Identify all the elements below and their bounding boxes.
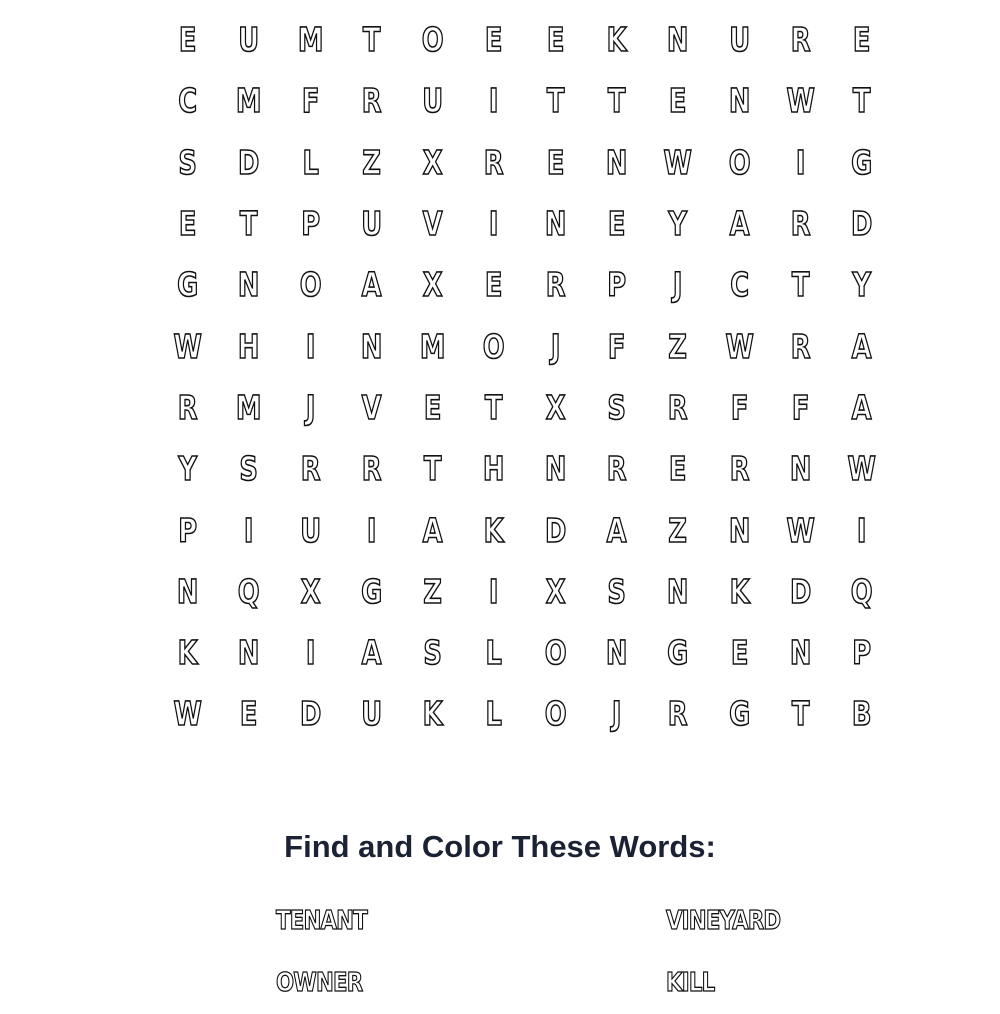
grid-letter[interactable]: S [607, 571, 626, 611]
grid-letter[interactable]: J [673, 265, 683, 305]
grid-letter[interactable]: R [300, 449, 321, 489]
grid-letter[interactable]: W [847, 449, 877, 489]
grid-letter[interactable]: E [669, 81, 687, 121]
grid-letter[interactable]: U [728, 20, 750, 60]
grid-letter[interactable]: Q [850, 571, 873, 611]
grid-letter[interactable]: D [851, 204, 873, 244]
grid-letter[interactable]: I [305, 633, 316, 673]
grid-letter[interactable]: O [544, 694, 567, 734]
grid-letter[interactable]: M [236, 387, 262, 427]
grid-letter[interactable]: I [489, 204, 499, 244]
grid-letter[interactable]: R [361, 81, 382, 121]
grid-letter[interactable]: U [422, 81, 444, 121]
grid-letter[interactable]: T [791, 265, 810, 305]
grid-letter[interactable]: D [789, 571, 812, 611]
grid-letter[interactable]: M [236, 81, 262, 121]
grid-letter[interactable]: W [725, 326, 754, 366]
grid-letter[interactable]: F [730, 387, 749, 427]
grid-letter[interactable]: J [611, 694, 622, 734]
grid-letter[interactable]: W [663, 142, 693, 182]
grid-letter[interactable]: N [238, 633, 260, 673]
grid-letter[interactable]: H [238, 326, 260, 366]
grid-letter[interactable]: I [857, 510, 867, 550]
grid-letter[interactable]: T [853, 81, 871, 121]
grid-letter[interactable]: G [728, 694, 750, 734]
grid-letter[interactable]: B [852, 694, 872, 734]
grid-letter[interactable]: D [238, 142, 260, 182]
grid-letter[interactable]: I [305, 326, 316, 366]
grid-letter[interactable]: F [791, 387, 810, 427]
grid-letter[interactable]: N [667, 20, 689, 60]
grid-letter[interactable]: Z [668, 510, 688, 550]
grid-letter[interactable]: H [483, 449, 505, 489]
grid-letter[interactable]: A [851, 387, 872, 427]
grid-letter[interactable]: P [300, 204, 320, 244]
grid-letter[interactable]: E [240, 694, 258, 734]
grid-letter[interactable]: N [728, 81, 751, 121]
grid-letter[interactable]: T [485, 387, 503, 427]
grid-letter[interactable]: A [361, 633, 382, 673]
grid-letter[interactable]: N [605, 633, 628, 673]
grid-letter[interactable]: A [361, 265, 382, 305]
word-item [526, 952, 1000, 1014]
grid-letter[interactable]: X [545, 387, 566, 427]
grid-letter[interactable]: W [786, 510, 815, 550]
grid-letter[interactable]: G [360, 571, 383, 611]
grid-letter[interactable]: S [607, 387, 626, 427]
grid-letter[interactable]: Z [668, 326, 688, 366]
grid-letter[interactable]: K [484, 510, 505, 550]
grid-letter[interactable]: S [239, 449, 259, 489]
grid-letter[interactable]: R [729, 449, 750, 489]
grid-letter[interactable]: A [851, 326, 872, 366]
grid-letter[interactable]: A [422, 510, 443, 550]
grid-letter[interactable]: Y [852, 265, 872, 305]
grid-letter[interactable]: I [795, 142, 806, 182]
word-text: TENANT [276, 906, 367, 936]
grid-letter[interactable]: R [177, 387, 198, 427]
grid-letter[interactable]: W [786, 81, 815, 121]
grid-letter[interactable]: N [789, 449, 812, 489]
grid-letter[interactable]: R [668, 387, 688, 427]
grid-letter[interactable]: U [299, 510, 321, 550]
grid-letter[interactable]: Y [668, 204, 688, 244]
grid-letter[interactable]: A [606, 510, 627, 550]
grid-letter[interactable]: O [728, 142, 751, 182]
grid-letter[interactable]: K [422, 694, 443, 734]
word-text: VINEYARD [666, 906, 781, 936]
grid-letter[interactable]: E [178, 20, 197, 60]
grid-letter[interactable]: R [790, 20, 811, 60]
grid-letter[interactable]: E [607, 204, 626, 244]
grid-letter[interactable]: E [853, 20, 871, 60]
grid-letter[interactable]: A [729, 204, 750, 244]
word-item [0, 952, 526, 1014]
grid-letter[interactable]: N [728, 510, 751, 550]
grid-letter[interactable]: X [422, 142, 443, 182]
grid-letter[interactable]: W [173, 326, 202, 366]
grid-letter[interactable]: O [299, 265, 322, 305]
grid-letter[interactable]: R [790, 326, 811, 366]
grid-letter[interactable]: I [489, 571, 499, 611]
grid-letter[interactable]: J [550, 326, 561, 366]
grid-letter[interactable]: C [729, 265, 749, 305]
grid-letter[interactable]: E [546, 20, 565, 60]
grid-letter[interactable]: X [422, 265, 443, 305]
grid-letter[interactable]: U [238, 20, 260, 60]
grid-letter[interactable]: N [176, 571, 199, 611]
grid-letter[interactable]: F [607, 326, 626, 366]
word-text: KILL [666, 968, 715, 998]
grid-letter[interactable]: S [178, 142, 197, 182]
grid-letter[interactable]: L [485, 633, 503, 673]
grid-letter[interactable]: N [789, 633, 812, 673]
grid-letter[interactable]: P [607, 265, 627, 305]
grid-letter[interactable]: F [301, 81, 320, 121]
grid-letter[interactable]: S [423, 633, 443, 673]
grid-letter[interactable]: P [852, 633, 872, 673]
grid-letter[interactable]: T [546, 81, 565, 121]
grid-letter[interactable]: N [360, 326, 383, 366]
grid-letter[interactable]: E [730, 633, 749, 673]
grid-letter[interactable]: O [544, 633, 567, 673]
grid-letter[interactable]: V [361, 387, 382, 427]
grid-letter[interactable]: E [546, 142, 565, 182]
grid-letter[interactable]: T [362, 20, 381, 60]
grid-letter[interactable]: Z [362, 142, 381, 182]
grid-letter[interactable]: T [607, 81, 626, 121]
grid-letter[interactable]: T [791, 694, 810, 734]
grid-letter[interactable]: T [424, 449, 442, 489]
grid-letter[interactable]: R [545, 265, 566, 305]
grid-letter[interactable]: Z [423, 571, 443, 611]
grid-letter[interactable]: K [177, 633, 198, 673]
grid-letter[interactable]: E [485, 20, 503, 60]
grid-letter[interactable]: G [851, 142, 873, 182]
grid-letter[interactable]: X [545, 571, 566, 611]
grid-letter[interactable]: O [421, 20, 444, 60]
grid-letter[interactable]: N [605, 142, 628, 182]
grid-letter[interactable]: E [485, 265, 503, 305]
grid-letter[interactable]: R [668, 694, 688, 734]
grid-letter[interactable]: D [544, 510, 567, 550]
grid-letter[interactable]: O [483, 326, 506, 366]
grid-letter[interactable]: E [424, 387, 442, 427]
grid-letter[interactable]: L [485, 694, 503, 734]
grid-letter[interactable]: R [790, 204, 811, 244]
grid-letter[interactable]: I [244, 510, 254, 550]
grid-letter[interactable]: I [366, 510, 377, 550]
grid-letter[interactable]: N [667, 571, 689, 611]
word-item [526, 890, 1000, 952]
grid-letter[interactable]: U [361, 694, 382, 734]
grid-letter[interactable]: N [544, 449, 567, 489]
grid-letter[interactable]: U [361, 204, 382, 244]
grid-letter[interactable]: C [178, 81, 198, 121]
grid-letter[interactable]: Q [237, 571, 260, 611]
grid-letter[interactable]: X [300, 571, 321, 611]
word-list [0, 890, 1000, 1014]
word-item [0, 890, 526, 952]
grid-letter[interactable]: R [484, 142, 505, 182]
grid-letter[interactable]: T [240, 204, 258, 244]
grid-letter[interactable]: M [420, 326, 446, 366]
grid-letter[interactable]: R [361, 449, 382, 489]
grid-letter[interactable]: J [305, 387, 316, 427]
grid-letter[interactable]: K [606, 20, 627, 60]
grid-letter[interactable]: I [489, 81, 499, 121]
grid-letter[interactable]: V [422, 204, 443, 244]
wordlist-title: Find and Color These Words: [284, 829, 716, 864]
grid-letter[interactable]: P [178, 510, 198, 550]
grid-letter[interactable]: E [178, 204, 197, 244]
grid-letter[interactable]: Y [178, 449, 197, 489]
grid-letter[interactable]: D [299, 694, 321, 734]
grid-letter[interactable]: N [238, 265, 260, 305]
grid-letter[interactable]: E [669, 449, 687, 489]
grid-letter[interactable]: N [544, 204, 567, 244]
grid-letter[interactable]: G [177, 265, 199, 305]
letter-grid [157, 9, 893, 745]
grid-letter[interactable]: G [667, 633, 689, 673]
grid-letter[interactable]: K [729, 571, 750, 611]
grid-letter[interactable]: R [606, 449, 627, 489]
word-text: OWNER [276, 968, 363, 998]
grid-letter[interactable]: M [297, 20, 324, 60]
grid-letter[interactable]: L [302, 142, 319, 182]
grid-letter[interactable]: W [173, 694, 202, 734]
